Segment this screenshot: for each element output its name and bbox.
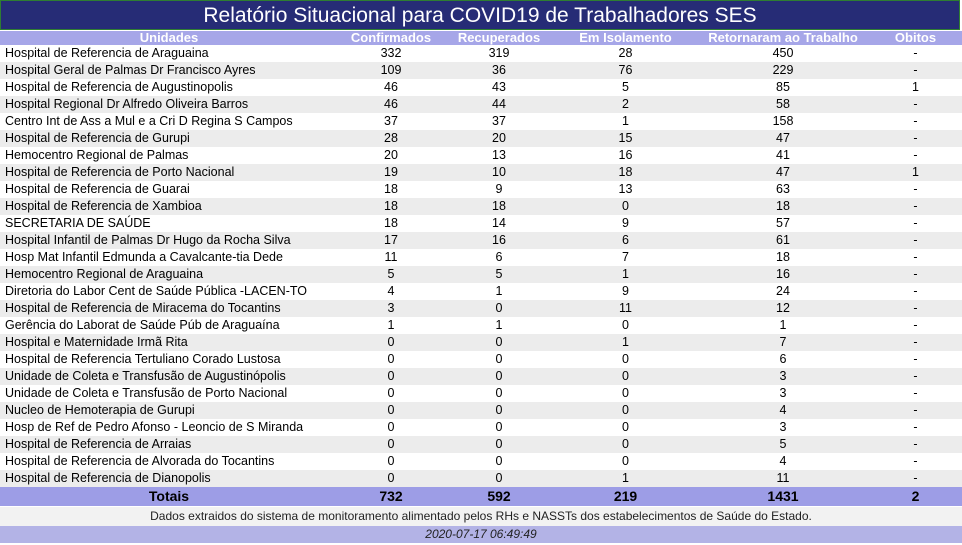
cell-em-isolamento: 11 [554, 300, 697, 317]
cell-unidade: Hospital de Referencia de Dianopolis [0, 470, 338, 487]
cell-em-isolamento: 0 [554, 419, 697, 436]
totals-row [0, 487, 962, 506]
table-row [0, 385, 962, 402]
cell-retornaram: 47 [697, 130, 869, 147]
cell-confirmados: 18 [338, 181, 444, 198]
cell-unidade: Unidade de Coleta e Transfusão de Augustinópolis [0, 368, 338, 385]
cell-obitos: 1 [869, 164, 962, 181]
cell-retornaram: 63 [697, 181, 869, 198]
totals-confirmados: 732 [338, 487, 444, 506]
cell-recuperados: 0 [444, 334, 554, 351]
footer-note: Dados extraidos do sistema de monitoramento alimentado pelos RHs e NASSTs dos estabelecimentos de Saúde do Estado. [0, 507, 962, 526]
cell-obitos: - [869, 351, 962, 368]
table-row [0, 283, 962, 300]
table-row [0, 266, 962, 283]
cell-confirmados: 332 [338, 45, 444, 62]
table-row [0, 368, 962, 385]
table-row [0, 96, 962, 113]
cell-recuperados: 0 [444, 402, 554, 419]
cell-retornaram: 4 [697, 453, 869, 470]
cell-unidade: Centro Int de Ass a Mul e a Cri D Regina S Campos [0, 113, 338, 130]
cell-obitos: - [869, 147, 962, 164]
cell-recuperados: 0 [444, 436, 554, 453]
cell-confirmados: 0 [338, 419, 444, 436]
cell-em-isolamento: 7 [554, 249, 697, 266]
cell-confirmados: 46 [338, 96, 444, 113]
cell-recuperados: 5 [444, 266, 554, 283]
cell-obitos: - [869, 113, 962, 130]
table-row [0, 79, 962, 96]
cell-unidade: Hospital de Referencia de Xambioa [0, 198, 338, 215]
cell-unidade: Hospital e Maternidade Irmã Rita [0, 334, 338, 351]
cell-unidade: Hosp de Ref de Pedro Afonso - Leoncio de S Miranda [0, 419, 338, 436]
table-row [0, 351, 962, 368]
cell-recuperados: 36 [444, 62, 554, 79]
cell-retornaram: 57 [697, 215, 869, 232]
cell-confirmados: 20 [338, 147, 444, 164]
table-row [0, 402, 962, 419]
cell-em-isolamento: 0 [554, 436, 697, 453]
cell-em-isolamento: 6 [554, 232, 697, 249]
cell-obitos: - [869, 198, 962, 215]
cell-obitos: - [869, 470, 962, 487]
cell-retornaram: 41 [697, 147, 869, 164]
cell-obitos: - [869, 283, 962, 300]
table-row [0, 62, 962, 79]
cell-retornaram: 3 [697, 368, 869, 385]
cell-em-isolamento: 9 [554, 215, 697, 232]
cell-em-isolamento: 76 [554, 62, 697, 79]
cell-retornaram: 58 [697, 96, 869, 113]
cell-recuperados: 0 [444, 300, 554, 317]
cell-confirmados: 0 [338, 470, 444, 487]
cell-retornaram: 7 [697, 334, 869, 351]
cell-obitos: - [869, 62, 962, 79]
cell-unidade: Hospital de Referencia de Alvorada do Tocantins [0, 453, 338, 470]
cell-em-isolamento: 0 [554, 385, 697, 402]
cell-obitos: - [869, 130, 962, 147]
cell-retornaram: 18 [697, 198, 869, 215]
header-unidades: Unidades [0, 31, 338, 45]
table-row [0, 419, 962, 436]
totals-recuperados: 592 [444, 487, 554, 506]
cell-em-isolamento: 1 [554, 334, 697, 351]
cell-recuperados: 0 [444, 419, 554, 436]
report-table [0, 31, 962, 506]
cell-em-isolamento: 15 [554, 130, 697, 147]
table-row [0, 334, 962, 351]
cell-recuperados: 0 [444, 385, 554, 402]
cell-retornaram: 47 [697, 164, 869, 181]
cell-recuperados: 20 [444, 130, 554, 147]
table-row [0, 215, 962, 232]
cell-recuperados: 1 [444, 283, 554, 300]
cell-recuperados: 0 [444, 453, 554, 470]
cell-recuperados: 43 [444, 79, 554, 96]
cell-unidade: Hemocentro Regional de Araguaina [0, 266, 338, 283]
table-row [0, 232, 962, 249]
cell-em-isolamento: 1 [554, 470, 697, 487]
cell-retornaram: 1 [697, 317, 869, 334]
header-retornaram: Retornaram ao Trabalho [697, 31, 869, 45]
cell-confirmados: 0 [338, 351, 444, 368]
header-row [0, 31, 962, 45]
cell-retornaram: 158 [697, 113, 869, 130]
cell-obitos: 1 [869, 79, 962, 96]
cell-obitos: - [869, 232, 962, 249]
cell-unidade: Hospital de Referencia de Guarai [0, 181, 338, 198]
cell-recuperados: 0 [444, 470, 554, 487]
cell-confirmados: 28 [338, 130, 444, 147]
cell-retornaram: 11 [697, 470, 869, 487]
cell-unidade: Hosp Mat Infantil Edmunda a Cavalcante-tia Dede [0, 249, 338, 266]
cell-retornaram: 6 [697, 351, 869, 368]
report-title: Relatório Situacional para COVID19 de Trabalhadores SES [0, 0, 960, 30]
header-obitos: Obitos [869, 31, 962, 45]
cell-recuperados: 10 [444, 164, 554, 181]
cell-confirmados: 1 [338, 317, 444, 334]
cell-obitos: - [869, 368, 962, 385]
cell-unidade: Hospital de Referencia de Gurupi [0, 130, 338, 147]
cell-em-isolamento: 18 [554, 164, 697, 181]
cell-confirmados: 18 [338, 215, 444, 232]
cell-em-isolamento: 2 [554, 96, 697, 113]
cell-unidade: Hospital Regional Dr Alfredo Oliveira Barros [0, 96, 338, 113]
cell-em-isolamento: 1 [554, 113, 697, 130]
cell-confirmados: 0 [338, 385, 444, 402]
table-row [0, 113, 962, 130]
cell-em-isolamento: 16 [554, 147, 697, 164]
cell-obitos: - [869, 300, 962, 317]
table-row [0, 249, 962, 266]
cell-recuperados: 44 [444, 96, 554, 113]
cell-obitos: - [869, 249, 962, 266]
cell-recuperados: 0 [444, 368, 554, 385]
table-row [0, 45, 962, 62]
cell-obitos: - [869, 402, 962, 419]
table-row [0, 147, 962, 164]
header-recuperados: Recuperados [444, 31, 554, 45]
cell-em-isolamento: 0 [554, 402, 697, 419]
cell-unidade: Gerência do Laborat de Saúde Púb de Araguaína [0, 317, 338, 334]
cell-recuperados: 14 [444, 215, 554, 232]
table-row [0, 130, 962, 147]
cell-em-isolamento: 0 [554, 351, 697, 368]
cell-confirmados: 11 [338, 249, 444, 266]
cell-em-isolamento: 9 [554, 283, 697, 300]
totals-label: Totais [0, 487, 338, 506]
cell-unidade: Hemocentro Regional de Palmas [0, 147, 338, 164]
cell-obitos: - [869, 385, 962, 402]
cell-recuperados: 1 [444, 317, 554, 334]
table-row [0, 181, 962, 198]
cell-em-isolamento: 13 [554, 181, 697, 198]
table-row [0, 164, 962, 181]
table-row [0, 300, 962, 317]
cell-retornaram: 18 [697, 249, 869, 266]
cell-confirmados: 46 [338, 79, 444, 96]
cell-recuperados: 9 [444, 181, 554, 198]
table-body [0, 45, 962, 487]
cell-obitos: - [869, 436, 962, 453]
cell-unidade: SECRETARIA DE SAÚDE [0, 215, 338, 232]
cell-unidade: Unidade de Coleta e Transfusão de Porto Nacional [0, 385, 338, 402]
cell-retornaram: 12 [697, 300, 869, 317]
cell-unidade: Hospital de Referencia Tertuliano Corado Lustosa [0, 351, 338, 368]
totals-em-isolamento: 219 [554, 487, 697, 506]
cell-em-isolamento: 0 [554, 368, 697, 385]
cell-obitos: - [869, 266, 962, 283]
cell-unidade: Hospital de Referencia de Arraias [0, 436, 338, 453]
header-confirmados: Confirmados [338, 31, 444, 45]
cell-em-isolamento: 0 [554, 453, 697, 470]
cell-unidade: Hospital de Referencia de Augustinopolis [0, 79, 338, 96]
cell-recuperados: 13 [444, 147, 554, 164]
cell-unidade: Hospital de Referencia de Porto Nacional [0, 164, 338, 181]
cell-retornaram: 85 [697, 79, 869, 96]
table-row [0, 198, 962, 215]
cell-confirmados: 5 [338, 266, 444, 283]
header-em-isolamento: Em Isolamento [554, 31, 697, 45]
cell-retornaram: 5 [697, 436, 869, 453]
cell-em-isolamento: 0 [554, 317, 697, 334]
cell-obitos: - [869, 317, 962, 334]
cell-retornaram: 4 [697, 402, 869, 419]
cell-recuperados: 37 [444, 113, 554, 130]
cell-em-isolamento: 28 [554, 45, 697, 62]
cell-recuperados: 18 [444, 198, 554, 215]
cell-retornaram: 61 [697, 232, 869, 249]
cell-em-isolamento: 0 [554, 198, 697, 215]
cell-unidade: Hospital de Referencia de Araguaina [0, 45, 338, 62]
totals-retornaram: 1431 [697, 487, 869, 506]
cell-confirmados: 4 [338, 283, 444, 300]
cell-recuperados: 6 [444, 249, 554, 266]
cell-retornaram: 3 [697, 419, 869, 436]
cell-obitos: - [869, 453, 962, 470]
timestamp: 2020-07-17 06:49:49 [0, 526, 962, 543]
cell-confirmados: 0 [338, 368, 444, 385]
cell-unidade: Hospital de Referencia de Miracema do Tocantins [0, 300, 338, 317]
cell-confirmados: 3 [338, 300, 444, 317]
cell-unidade: Nucleo de Hemoterapia de Gurupi [0, 402, 338, 419]
cell-em-isolamento: 5 [554, 79, 697, 96]
cell-confirmados: 109 [338, 62, 444, 79]
table-row [0, 453, 962, 470]
cell-obitos: - [869, 215, 962, 232]
cell-recuperados: 16 [444, 232, 554, 249]
cell-em-isolamento: 1 [554, 266, 697, 283]
table-row [0, 436, 962, 453]
cell-unidade: Hospital Infantil de Palmas Dr Hugo da Rocha Silva [0, 232, 338, 249]
cell-retornaram: 16 [697, 266, 869, 283]
cell-retornaram: 3 [697, 385, 869, 402]
cell-confirmados: 19 [338, 164, 444, 181]
cell-obitos: - [869, 45, 962, 62]
cell-confirmados: 0 [338, 334, 444, 351]
cell-retornaram: 450 [697, 45, 869, 62]
table-row [0, 470, 962, 487]
cell-confirmados: 0 [338, 436, 444, 453]
cell-unidade: Hospital Geral de Palmas Dr Francisco Ayres [0, 62, 338, 79]
cell-recuperados: 319 [444, 45, 554, 62]
cell-confirmados: 18 [338, 198, 444, 215]
cell-obitos: - [869, 181, 962, 198]
cell-retornaram: 229 [697, 62, 869, 79]
cell-retornaram: 24 [697, 283, 869, 300]
cell-confirmados: 37 [338, 113, 444, 130]
totals-obitos: 2 [869, 487, 962, 506]
cell-recuperados: 0 [444, 351, 554, 368]
cell-obitos: - [869, 334, 962, 351]
cell-confirmados: 0 [338, 453, 444, 470]
table-row [0, 317, 962, 334]
cell-unidade: Diretoria do Labor Cent de Saúde Pública -LACEN-TO [0, 283, 338, 300]
cell-confirmados: 0 [338, 402, 444, 419]
cell-confirmados: 17 [338, 232, 444, 249]
cell-obitos: - [869, 96, 962, 113]
cell-obitos: - [869, 419, 962, 436]
